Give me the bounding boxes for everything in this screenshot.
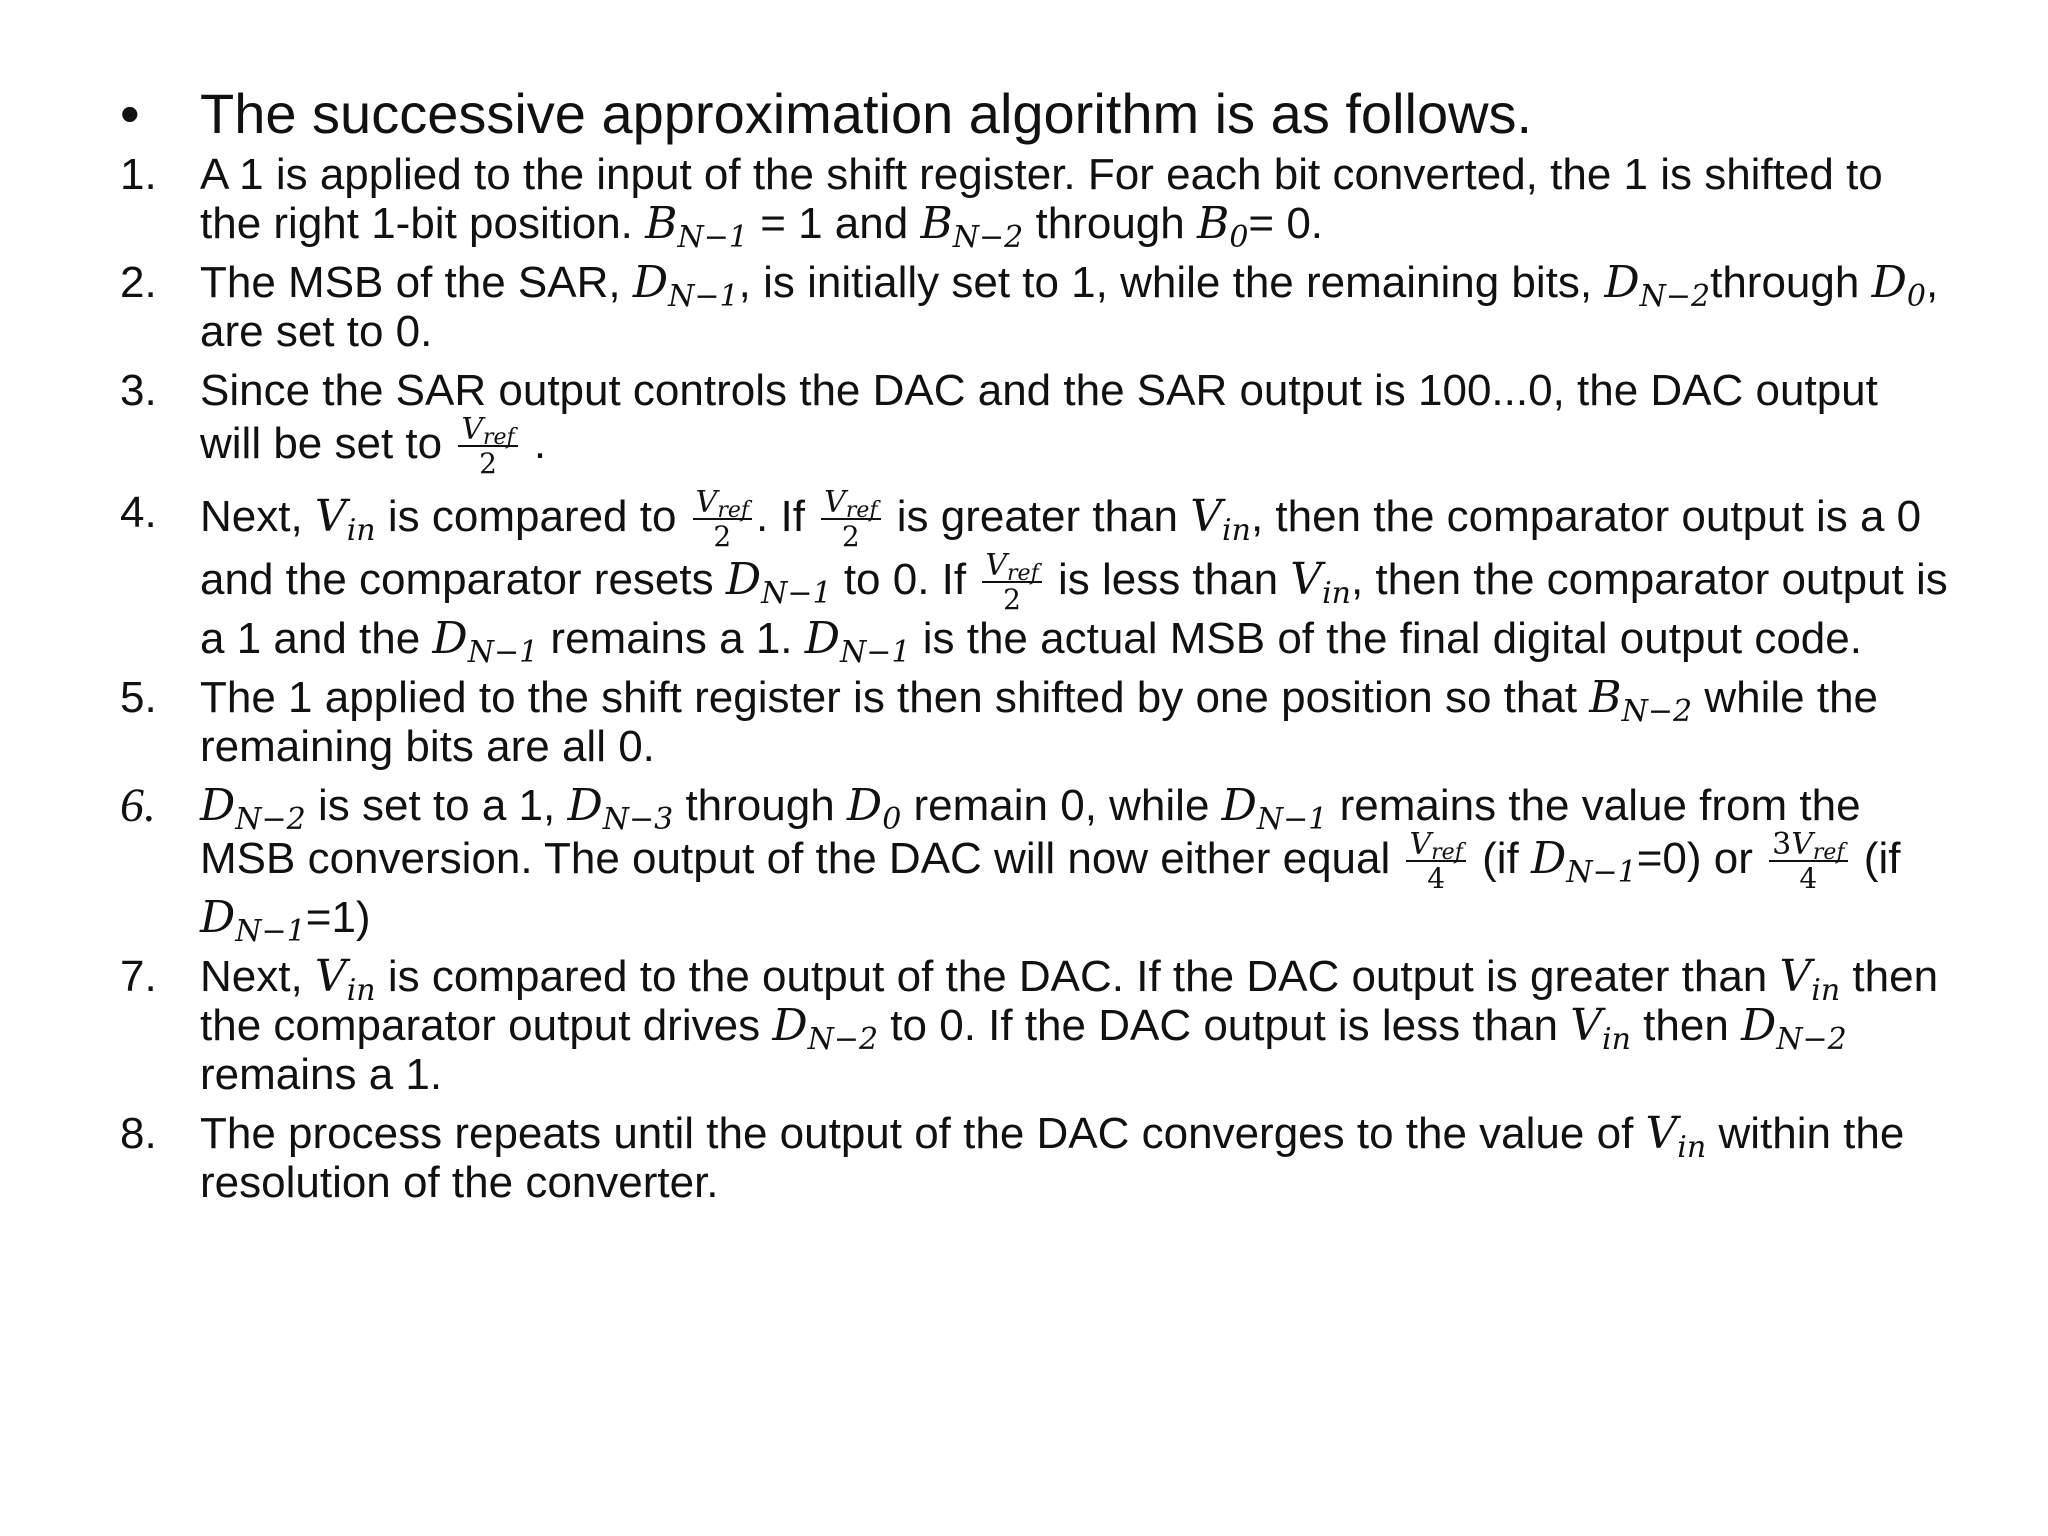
math-d-n1: $D_{N-1}$: [725, 554, 832, 612]
step-text: to 0. If: [831, 555, 979, 605]
step-text: A 1 is applied to the input of the shift register. For each bit converted, the 1 is shifted to the right 1-bit position.: [200, 150, 1883, 248]
step-1: [120, 150, 1950, 255]
step-number: 6.: [120, 779, 156, 832]
step-text: then: [1630, 1001, 1742, 1050]
math-v-in: $V_{in}$: [1290, 554, 1351, 612]
fraction-vref-over-2: $\frac{V_{ref}}{2}$: [821, 488, 880, 551]
step-text: is set to a 1,: [305, 781, 568, 830]
step-text: through: [1023, 199, 1197, 248]
step-text: , is initially set to 1, while the remaining bits,: [738, 258, 1605, 307]
step-text: is compared to the output of the DAC. If the DAC output is greater than: [375, 952, 1780, 1001]
step-text: while the remaining bits are all 0.: [200, 673, 1879, 771]
fraction-vref-over-2: $\frac{V_{ref}}{2}$: [693, 488, 752, 551]
step-7: [120, 952, 1950, 1099]
step-5: [120, 673, 1950, 771]
step-text: , are set to 0.: [200, 258, 1939, 356]
step-number: 8.: [120, 1109, 157, 1158]
step-text: remains the value from the MSB conversion. The output of the DAC will now either equal: [200, 781, 1861, 884]
step-text: Since the SAR output controls the DAC and the SAR output is 100...0, the DAC output will be set to: [200, 366, 1878, 469]
math-d-n3: $D_{N-3}$: [567, 780, 674, 837]
step-3: [120, 366, 1950, 478]
math-d-n1: $D_{N-1}$: [432, 613, 539, 670]
step-text: then the comparator output drives: [200, 952, 1939, 1050]
math-v-in: $V_{in}$: [1190, 491, 1251, 549]
step-number: 5.: [120, 673, 157, 722]
math-b-n2: $B_{N-2}$: [920, 198, 1024, 255]
math-v-in: $V_{in}$: [314, 491, 376, 549]
math-d-0: $D_0$: [1871, 257, 1926, 314]
math-d-n2: $D_{N-2}$: [1741, 1000, 1847, 1057]
math-d-n1: $D_{N-1}$: [1221, 780, 1328, 837]
math-v-in: $V_{in}$: [1645, 1108, 1707, 1165]
math-d-n1: $D_{N-1}$: [632, 257, 739, 314]
step-text: remains a 1.: [200, 1050, 443, 1099]
heading-text: The successive approximation algorithm is as follows.: [200, 82, 1533, 145]
step-number: 1.: [120, 150, 157, 199]
step-number: 4.: [120, 488, 157, 537]
step-2: [120, 258, 1950, 356]
step-text: , then the comparator output is a 1 and the: [200, 555, 1948, 663]
step-text: Next,: [200, 952, 315, 1001]
step-text: The 1 applied to the shift register is then shifted by one position so that: [200, 673, 1590, 722]
step-number: 3.: [120, 366, 157, 415]
step-number: 2.: [120, 258, 157, 307]
fraction-vref-over-4: $\frac{V_{ref}}{4}$: [1406, 830, 1465, 893]
step-text: (if: [1851, 834, 1901, 884]
step-text: The MSB of the SAR,: [200, 258, 633, 307]
slide-heading: [120, 82, 1532, 146]
math-d-n1: $D_{N-1}$: [1530, 833, 1637, 891]
math-b-0: $B_0$: [1196, 198, 1249, 255]
math-d-0: $D_0$: [846, 780, 902, 837]
step-text: is compared to: [375, 492, 689, 542]
step-text: through: [673, 781, 847, 830]
bullet-icon: •: [120, 82, 140, 145]
step-text: =1): [305, 893, 371, 942]
step-text: = 0.: [1248, 199, 1324, 248]
step-text: within the resolution of the converter.: [200, 1109, 1905, 1207]
math-v-in: $V_{in}$: [1570, 1000, 1631, 1057]
step-text: (if: [1469, 834, 1531, 884]
math-d-n1: $D_{N-1}$: [200, 892, 306, 949]
step-text: =0) or: [1636, 834, 1766, 884]
step-text: is the actual MSB of the final digital output code.: [910, 614, 1862, 663]
step-text: .: [521, 419, 547, 469]
step-text: Next,: [200, 492, 315, 542]
step-text: is less than: [1045, 555, 1291, 605]
math-b-n2: $B_{N-2}$: [1589, 672, 1693, 729]
step-8: [120, 1109, 1950, 1207]
algorithm-steps: [120, 150, 1950, 1217]
step-text: to 0. If the DAC output is less than: [878, 1001, 1571, 1050]
math-b-n1: $B_{N-1}$: [645, 198, 748, 255]
math-v-in: $V_{in}$: [314, 951, 376, 1008]
step-text: The process repeats until the output of the DAC converges to the value of: [200, 1109, 1646, 1158]
step-6: [120, 779, 1950, 949]
fraction-vref-over-2: $\frac{V_{ref}}{2}$: [982, 551, 1041, 614]
step-text: , then the comparator output is a 0 and the comparator resets: [200, 492, 1922, 605]
step-text: is greater than: [884, 492, 1191, 542]
math-v-in: $V_{in}$: [1779, 951, 1841, 1008]
step-text: . If: [756, 492, 818, 542]
step-text: through: [1710, 258, 1872, 307]
math-d-n2: $D_{N-2}$: [200, 780, 306, 837]
step-text: remains a 1.: [538, 614, 805, 663]
step-text: remain 0, while: [901, 781, 1222, 830]
step-text: = 1 and: [747, 199, 921, 248]
fraction-vref-over-2: $\frac{V_{ref}}{2}$: [458, 415, 517, 478]
math-d-n2: $D_{N-2}$: [772, 1000, 879, 1057]
math-d-n2: $D_{N-2}$: [1604, 257, 1711, 314]
fraction-3vref-over-4: $\frac{3V_{ref}}{4}$: [1769, 830, 1847, 893]
math-d-n1: $D_{N-1}$: [804, 613, 911, 670]
step-number: 7.: [120, 952, 157, 1001]
step-4: [120, 485, 1950, 670]
